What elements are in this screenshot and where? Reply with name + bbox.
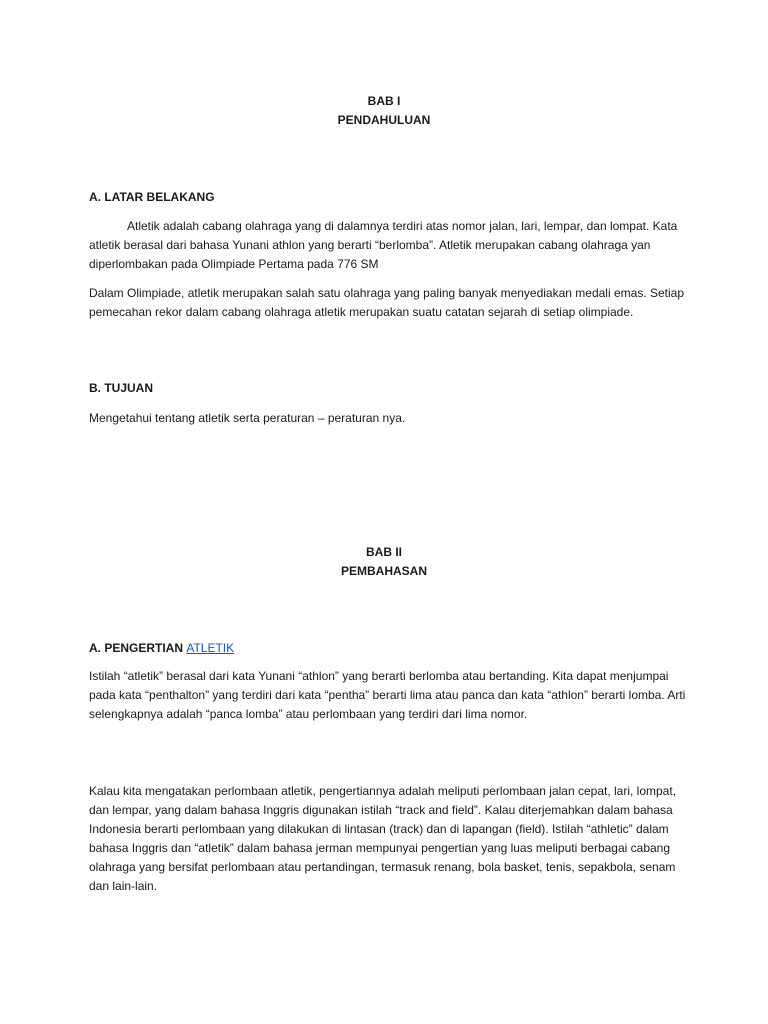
paragraph-pengertian-1: Istilah “atletik” berasal dari kata Yunani “athlon” yang berarti berlomba atau bertanding. Kita dapat menjumpai pada kata “penthalton” yang terdiri dari kata “pentha” berarti lima atau panca dan kata “athlon” berarti lomba. Arti selengkapnya adalah “panca lomba” atau perlombaan yang terdiri dari lima nomor. [89, 669, 686, 721]
paragraph-latar-2: Dalam Olimpiade, atletik merupakan salah satu olahraga yang paling banyak menyediakan medali emas. Setiap pemecahan rekor dalam cabang olahraga atletik merupakan suatu catatan sejarah di setiap olimpiade. [89, 286, 685, 319]
section-heading-pengertian-text: A. PENGERTIAN [89, 641, 187, 655]
paragraph-latar-1: Atletik adalah cabang olahraga yang di dalamnya terdiri atas nomor jalan, lari, lempar, dan lompat. Kata atletik berasal dari bahasa Yunani athlon yang berarti “berlomba”. Atletik merupakan cabang olahraga yan diperlombakan pada Olimpiade Pertama pada 776 SM [89, 219, 678, 271]
chapter-subtitle: PENDAHULUAN [337, 113, 431, 127]
atletik-link[interactable]: ATLETIK [186, 641, 235, 655]
paragraph-tujuan: Mengetahui tentang atletik serta peraturan – peraturan nya. [89, 411, 406, 425]
section-heading-pengertian [89, 639, 234, 658]
chapter-subtitle-2: PEMBAHASAN [340, 564, 427, 578]
section-heading-latar-belakang: A. LATAR BELAKANG [89, 190, 215, 204]
paragraph-pengertian-2: Kalau kita mengatakan perlombaan atletik, pengertiannya adalah meliputi perlombaan jalan cepat, lari, lompat, dan lempar, yang dalam bahasa Inggris digunakan istilah “track and field”. Kalau diterjemahkan dalam bahasa Indonesia berarti perlombaan yang dilakukan di lintasan (track) dan di lapangan (field). Istilah “athletic” dalam bahasa Inggris dan “atletik” dalam bahasa jerman mempunyai pengertian yang luas meliputi berbagai cabang olahraga yang bersifat perlombaan atau pertandingan, termasuk renang, bola basket, tenis, sepakbola, senam dan lain-lain. [89, 784, 677, 893]
chapter-title: BAB I [367, 94, 401, 108]
chapter-title-2: BAB II [366, 545, 402, 559]
section-heading-tujuan: B. TUJUAN [89, 381, 154, 395]
